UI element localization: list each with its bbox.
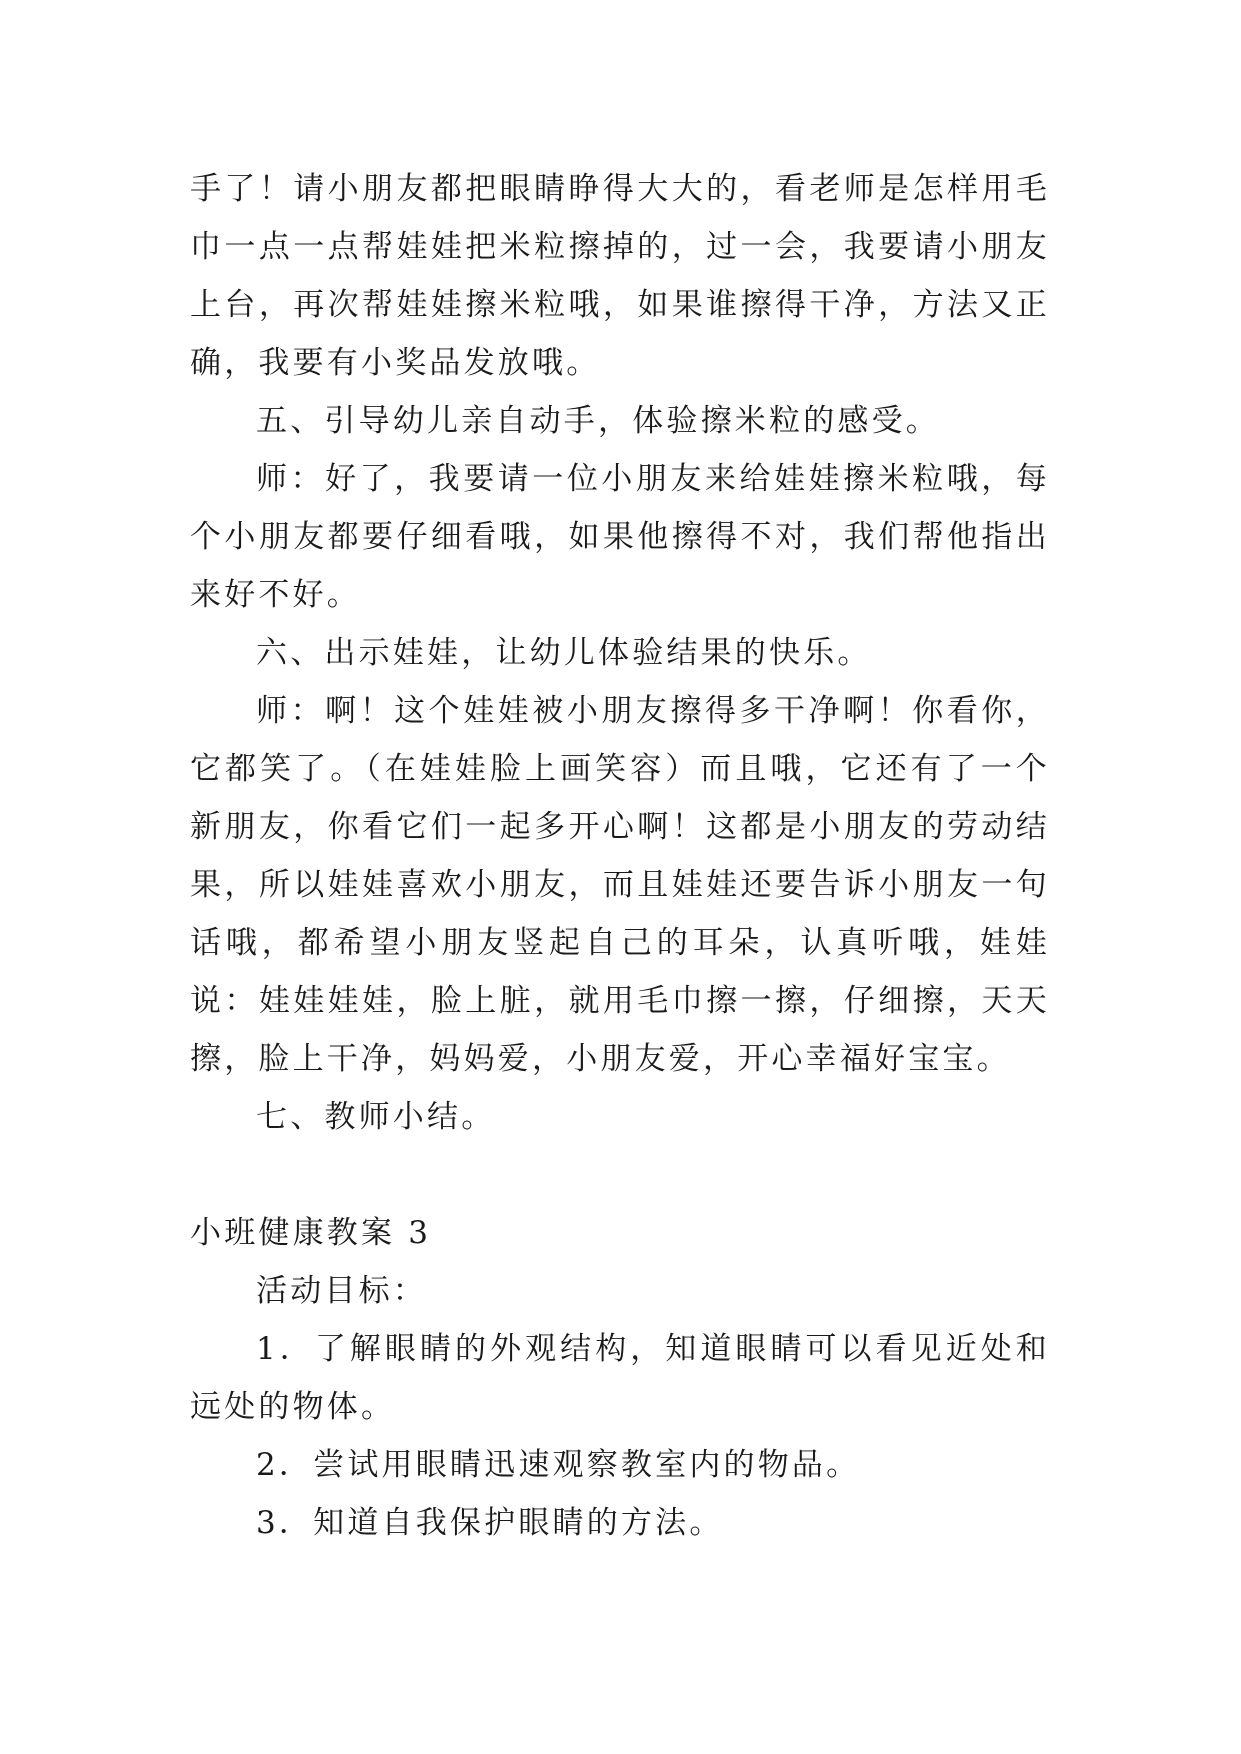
- paragraph-goal-two: 2．尝试用眼睛迅速观察教室内的物品。: [256, 1447, 861, 1483]
- document-body: [190, 160, 1050, 1552]
- paragraph-step-seven: 七、教师小结。: [256, 1099, 496, 1135]
- paragraph-goal-one: 1．了解眼睛的外观结构，知道眼睛可以看见近处和远处的物体。: [190, 1331, 1050, 1425]
- paragraph-goal-three: 3．知道自我保护眼睛的方法。: [256, 1505, 724, 1541]
- paragraph-continuation: 手了！请小朋友都把眼睛睁得大大的，看老师是怎样用毛巾一点一点帮娃娃把米粒擦掉的，过一会，我要请小朋友上台，再次帮娃娃擦米粒哦，如果谁擦得干净，方法又正确，我要有小奖品发放哦。: [190, 171, 1050, 381]
- paragraph-teacher-praise: 师：啊！这个娃娃被小朋友擦得多干净啊！你看你，它都笑了。（在娃娃脸上画笑容）而且哦，它还有了一个新朋友，你看它们一起多开心啊！这都是小朋友的劳动结果，所以娃娃喜欢小朋友，而且娃娃还要告诉小朋友一句话哦，都希望小朋友竖起自己的耳朵，认真听哦，娃娃说：娃娃娃娃，脸上脏，就用毛巾擦一擦，仔细擦，天天擦，脸上干净，妈妈爱，小朋友爱，开心幸福好宝宝。: [190, 693, 1050, 1077]
- paragraph-step-six: 六、出示娃娃，让幼儿体验结果的快乐。: [256, 635, 872, 671]
- paragraph-teacher-invite: 师：好了，我要请一位小朋友来给娃娃擦米粒哦，每个小朋友都要仔细看哦，如果他擦得不对，我们帮他指出来好不好。: [190, 461, 1050, 613]
- section-title: 小班健康教案 3: [190, 1215, 432, 1251]
- paragraph-step-five: 五、引导幼儿亲自动手，体验擦米粒的感受。: [256, 403, 940, 439]
- paragraph-goals-heading: 活动目标：: [256, 1273, 427, 1309]
